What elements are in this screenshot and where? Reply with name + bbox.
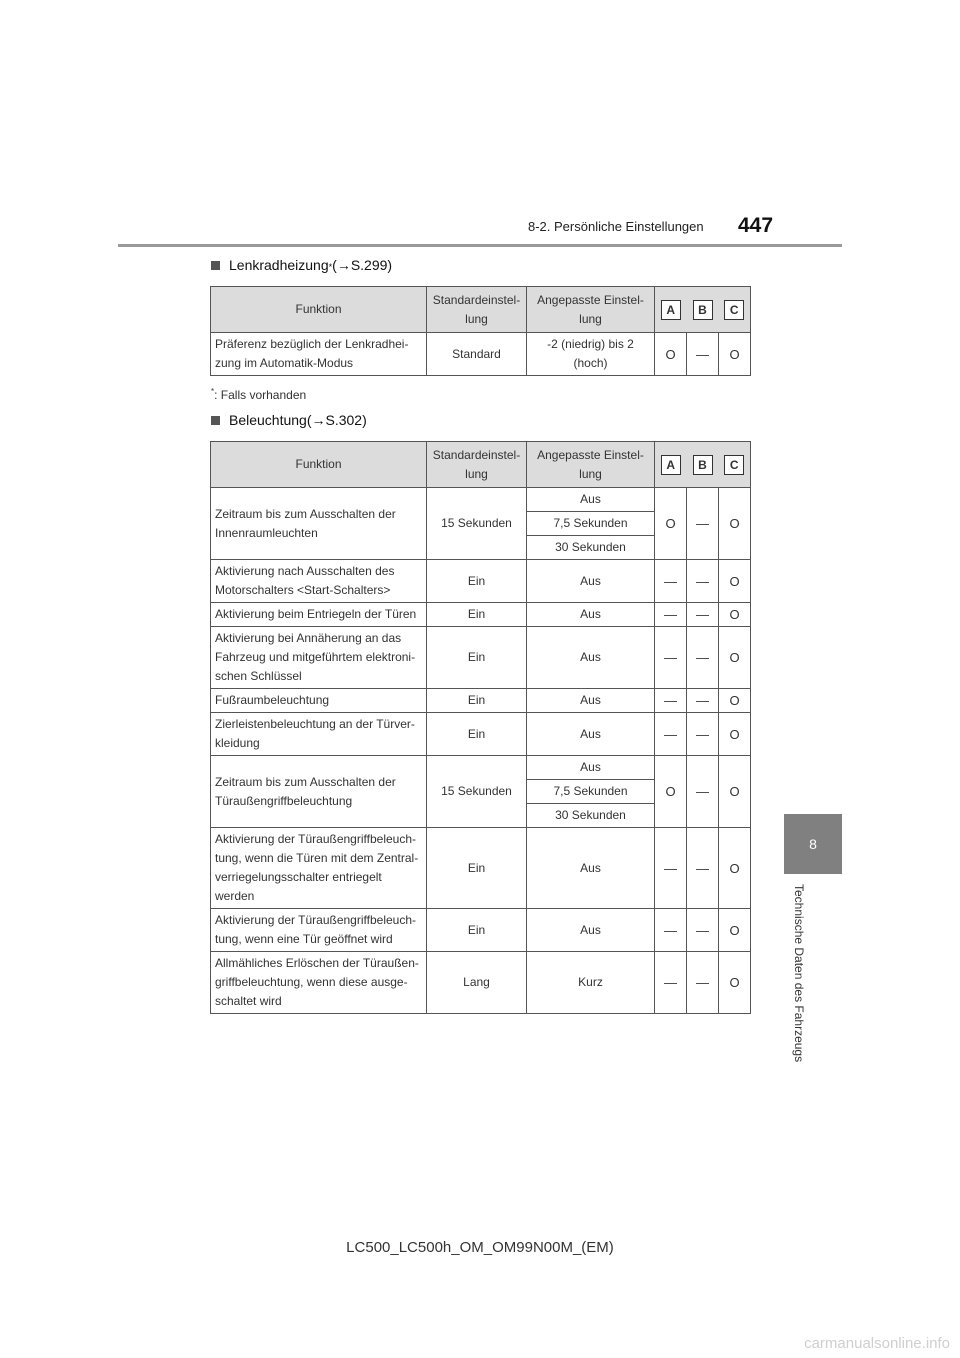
watermark: carmanualsonline.info (804, 1335, 950, 1352)
letter-a-box: A (661, 300, 681, 320)
section-title: Lenkradheizung (229, 257, 329, 273)
method-c-cell: O (719, 828, 751, 909)
function-cell: Aktivierung bei Annäherung an das Fahrzeug und mitgeführtem elektroni- schen Schlüssel (211, 627, 427, 689)
function-cell: Allmähliches Erlöschen der Türaußen- griffbeleuchtung, wenn diese ausge- schaltet wird (211, 952, 427, 1014)
method-b-cell: — (687, 909, 719, 952)
chapter-tab (784, 814, 842, 874)
method-c-cell: O (719, 952, 751, 1014)
column-header-angepasst: Angepasste Einstel- lung (527, 442, 655, 488)
custom-setting-cell: Aus (527, 828, 655, 909)
function-cell: Zeitraum bis zum Ausschalten der Türaußengriffbeleuchtung (211, 756, 427, 828)
table-row (211, 488, 751, 512)
column-header-c (719, 442, 751, 488)
column-header-funktion: Funktion (211, 287, 427, 333)
function-cell: Fußraumbeleuchtung (211, 689, 427, 713)
method-c-cell: O (719, 713, 751, 756)
footnote (211, 387, 306, 402)
standard-setting-cell: Ein (427, 828, 527, 909)
custom-setting-cell: Aus (527, 560, 655, 603)
custom-setting-cell: 7,5 Sekunden (527, 512, 655, 536)
table-row (211, 713, 751, 756)
table-body (211, 333, 751, 376)
method-b-cell: — (687, 603, 719, 627)
function-cell: Zeitraum bis zum Ausschalten der Innenraumleuchten (211, 488, 427, 560)
custom-setting-cell: -2 (niedrig) bis 2 (hoch) (527, 333, 655, 376)
method-a-cell: — (655, 909, 687, 952)
method-b-cell: — (687, 952, 719, 1014)
table-row (211, 952, 751, 1014)
method-a-cell: O (655, 333, 687, 376)
chapter-label: Technische Daten des Fahrzeugs (792, 884, 806, 1063)
function-cell: Aktivierung der Türaußengriffbeleuch- tung, wenn eine Tür geöffnet wird (211, 909, 427, 952)
column-header-b (687, 287, 719, 333)
settings-table-lenkradheizung (210, 286, 751, 376)
method-a-cell: — (655, 952, 687, 1014)
custom-setting-cell: Aus (527, 909, 655, 952)
standard-setting-cell: Ein (427, 689, 527, 713)
custom-setting-cell: Aus (527, 689, 655, 713)
custom-setting-cell: 30 Sekunden (527, 536, 655, 560)
header-section-title: 8-2. Persönliche Einstellungen (528, 219, 704, 234)
method-b-cell: — (687, 828, 719, 909)
footnote-mark: * (211, 387, 215, 396)
standard-setting-cell: Ein (427, 627, 527, 689)
table-header (211, 287, 751, 333)
table-row (211, 828, 751, 909)
method-a-cell: — (655, 603, 687, 627)
method-b-cell: — (687, 713, 719, 756)
table-row (211, 333, 751, 376)
method-c-cell: O (719, 488, 751, 560)
function-cell: Präferenz bezüglich der Lenkradhei- zung im Automatik-Modus (211, 333, 427, 376)
section-title: Beleuchtung (229, 412, 307, 428)
method-c-cell: O (719, 756, 751, 828)
section-heading-beleuchtung (211, 412, 367, 428)
method-c-cell: O (719, 603, 751, 627)
column-header-a (655, 287, 687, 333)
header-row (211, 287, 751, 333)
table-row (211, 627, 751, 689)
asterisk: * (328, 262, 333, 272)
custom-setting-cell: 7,5 Sekunden (527, 780, 655, 804)
section-heading-lenkradheizung (211, 257, 392, 273)
custom-setting-cell: 30 Sekunden (527, 804, 655, 828)
page-reference-link[interactable]: (→S.299) (332, 257, 393, 273)
method-c-cell: O (719, 689, 751, 713)
column-header-a (655, 442, 687, 488)
standard-setting-cell: 15 Sekunden (427, 756, 527, 828)
custom-setting-cell: Aus (527, 603, 655, 627)
function-cell: Zierleistenbeleuchtung an der Türver- kleidung (211, 713, 427, 756)
table-body (211, 488, 751, 1014)
table-row (211, 603, 751, 627)
custom-setting-cell: Aus (527, 756, 655, 780)
header-divider (118, 244, 842, 247)
letter-c-box: C (724, 300, 744, 320)
function-cell: Aktivierung der Türaußengriffbeleuch- tung, wenn die Türen mit dem Zentral- verriegelungsschalter entriegelt werden (211, 828, 427, 909)
method-b-cell: — (687, 756, 719, 828)
method-c-cell: O (719, 560, 751, 603)
column-header-angepasst: Angepasste Einstel- lung (527, 287, 655, 333)
letter-c-box: C (724, 455, 744, 475)
square-bullet-icon (211, 416, 220, 425)
standard-setting-cell: Ein (427, 713, 527, 756)
standard-setting-cell: Ein (427, 909, 527, 952)
letter-b-box: B (693, 300, 713, 320)
table-row (211, 560, 751, 603)
method-a-cell: — (655, 828, 687, 909)
letter-a-box: A (661, 455, 681, 475)
footer-document-code: LC500_LC500h_OM_OM99N00M_(EM) (346, 1239, 614, 1256)
method-b-cell: — (687, 689, 719, 713)
table-row (211, 689, 751, 713)
custom-setting-cell: Aus (527, 627, 655, 689)
method-a-cell: — (655, 627, 687, 689)
function-cell: Aktivierung nach Ausschalten des Motorschalters <Start-Schalters> (211, 560, 427, 603)
chapter-number: 8 (809, 836, 817, 852)
square-bullet-icon (211, 261, 220, 270)
custom-setting-cell: Aus (527, 488, 655, 512)
method-b-cell: — (687, 488, 719, 560)
footnote-text: : Falls vorhanden (214, 388, 307, 402)
standard-setting-cell: 15 Sekunden (427, 488, 527, 560)
custom-setting-cell: Aus (527, 713, 655, 756)
letter-b-box: B (693, 455, 713, 475)
column-header-funktion: Funktion (211, 442, 427, 488)
standard-setting-cell: Ein (427, 560, 527, 603)
column-header-standard: Standardeinstel- lung (427, 287, 527, 333)
method-a-cell: — (655, 689, 687, 713)
method-a-cell: O (655, 488, 687, 560)
column-header-c (719, 287, 751, 333)
method-c-cell: O (719, 909, 751, 952)
page-reference-link[interactable]: (→S.302) (306, 412, 367, 428)
page-number: 447 (738, 214, 774, 237)
method-a-cell: O (655, 756, 687, 828)
custom-setting-cell: Kurz (527, 952, 655, 1014)
method-b-cell: — (687, 627, 719, 689)
table-header (211, 442, 751, 488)
function-cell: Aktivierung beim Entriegeln der Türen (211, 603, 427, 627)
header-row (211, 442, 751, 488)
method-b-cell: — (687, 333, 719, 376)
table-row (211, 909, 751, 952)
column-header-standard: Standardeinstel- lung (427, 442, 527, 488)
method-c-cell: O (719, 333, 751, 376)
table-row (211, 756, 751, 780)
standard-setting-cell: Lang (427, 952, 527, 1014)
column-header-b (687, 442, 719, 488)
standard-setting-cell: Standard (427, 333, 527, 376)
method-c-cell: O (719, 627, 751, 689)
settings-table-beleuchtung (210, 441, 751, 1014)
method-a-cell: — (655, 713, 687, 756)
method-a-cell: — (655, 560, 687, 603)
standard-setting-cell: Ein (427, 603, 527, 627)
method-b-cell: — (687, 560, 719, 603)
